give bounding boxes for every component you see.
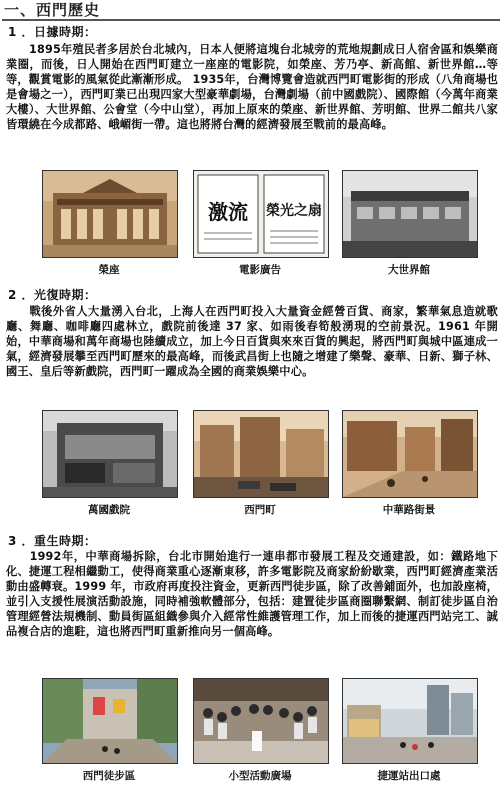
section-text-postwar-era: 戰後外省人大量湧入台北，上海人在西門町投入大量資金經營百貨、商家，繁華氣息造就歌廳、舞廳、咖啡廳四處林立，戲院前後達 37 家、如雨後春筍般湧現的空前景況。1961 年開始，中華商場和萬年商場也陸續成立，加上今日百貨與來來百貨的興起，將西門町與城中區連成一氣，經濟發展攀至西門町歷來的最高峰，而後武昌街上也隨之增建了樂聲、豪華、日新、獅子林、國王、皇后等新戲院，西門町一躍成為全國的商業娛樂中心。 — [6, 305, 498, 378]
section-heading-rebirth-era: 3 ．重生時期： — [8, 534, 97, 548]
caption-wanguo: 萬國戲院 — [88, 504, 130, 516]
caption-great-world: 大世界館 — [388, 264, 430, 276]
caption-event-plaza: 小型活動廣場 — [228, 770, 292, 782]
caption-movie-ad: 電影廣告 — [239, 264, 281, 276]
title-divider — [2, 19, 500, 21]
page-title: 一、西門歷史 — [4, 1, 101, 19]
section-heading-postwar-era: 2 ．光復時期： — [8, 288, 97, 302]
photo-movie-ad — [193, 170, 329, 258]
caption-ximending: 西門町 — [244, 504, 276, 516]
caption-mrt-exit: 捷運站出口處 — [377, 770, 441, 782]
photo-pedestrian-zone — [42, 678, 178, 764]
poster-title-right: 榮光之扇 — [266, 203, 322, 219]
photo-mrt-exit — [342, 678, 478, 764]
photo-rongzuo — [42, 170, 178, 258]
poster-title-left: 激流 — [208, 200, 248, 224]
photo-ximending — [193, 410, 329, 498]
caption-rongzuo: 榮座 — [98, 264, 120, 276]
section-text-japanese-era: 1895年殖民者多居於台北城內，日本人便將這塊台北城旁的荒地規劃成日人宿舍區和娛樂商業圈，而後，日人開始在西門町建立一座座的電影院，如榮座、芳乃亭、新高館、新世界館…等等，觀賞電影的風氣從此漸漸形成。 1935年，台灣博覽會造就西門町電影街的形成（八角商場也是會場之一），西門町業已出現四家大型豪華劇場，台灣劇場（前中國戲院）、國際館（今萬年商業大樓）、大世界館、公會堂（今中山堂），再加上原來的榮座、新世界館、芳明館、世界二館共八家皆環繞在今成都路、峨嵋街一帶。這也將將台灣的經濟發展至戰前的最高峰。 — [6, 43, 498, 131]
section-heading-japanese-era: 1 ．日據時期： — [8, 25, 97, 39]
section-text-rebirth-era: 1992年，中華商場拆除，台北市開始進行一連串都市發展工程及交通建設，如：鐵路地下化、捷運工程相繼動工，使得商業重心逐漸東移，許多電影院及商家紛紛歇業，西門町經濟產業活動由盛轉衰。1999 年，市政府再度投注資金，更新西門徒步區，除了改善鋪面外，也加設座椅，並引入支援性展演活動設施，同時補強軟體部分，包括：建置徒步區商圈聯繫網、制訂徒步區自治管理經營法規機制、動員街區組織參與介入經常性維護管理工作，加上而後的捷運西門站完工、誠品複合店的進駐，這也將西門町重新推向另一個高峰。 — [6, 550, 498, 638]
photo-event-plaza — [193, 678, 329, 764]
caption-pedestrian-zone: 西門徒步區 — [82, 770, 136, 782]
photo-zhonghua-road — [342, 410, 478, 498]
photo-great-world-theater — [342, 170, 478, 258]
caption-zhonghua: 中華路街景 — [382, 504, 436, 516]
photo-wanguo-theater — [42, 410, 178, 498]
